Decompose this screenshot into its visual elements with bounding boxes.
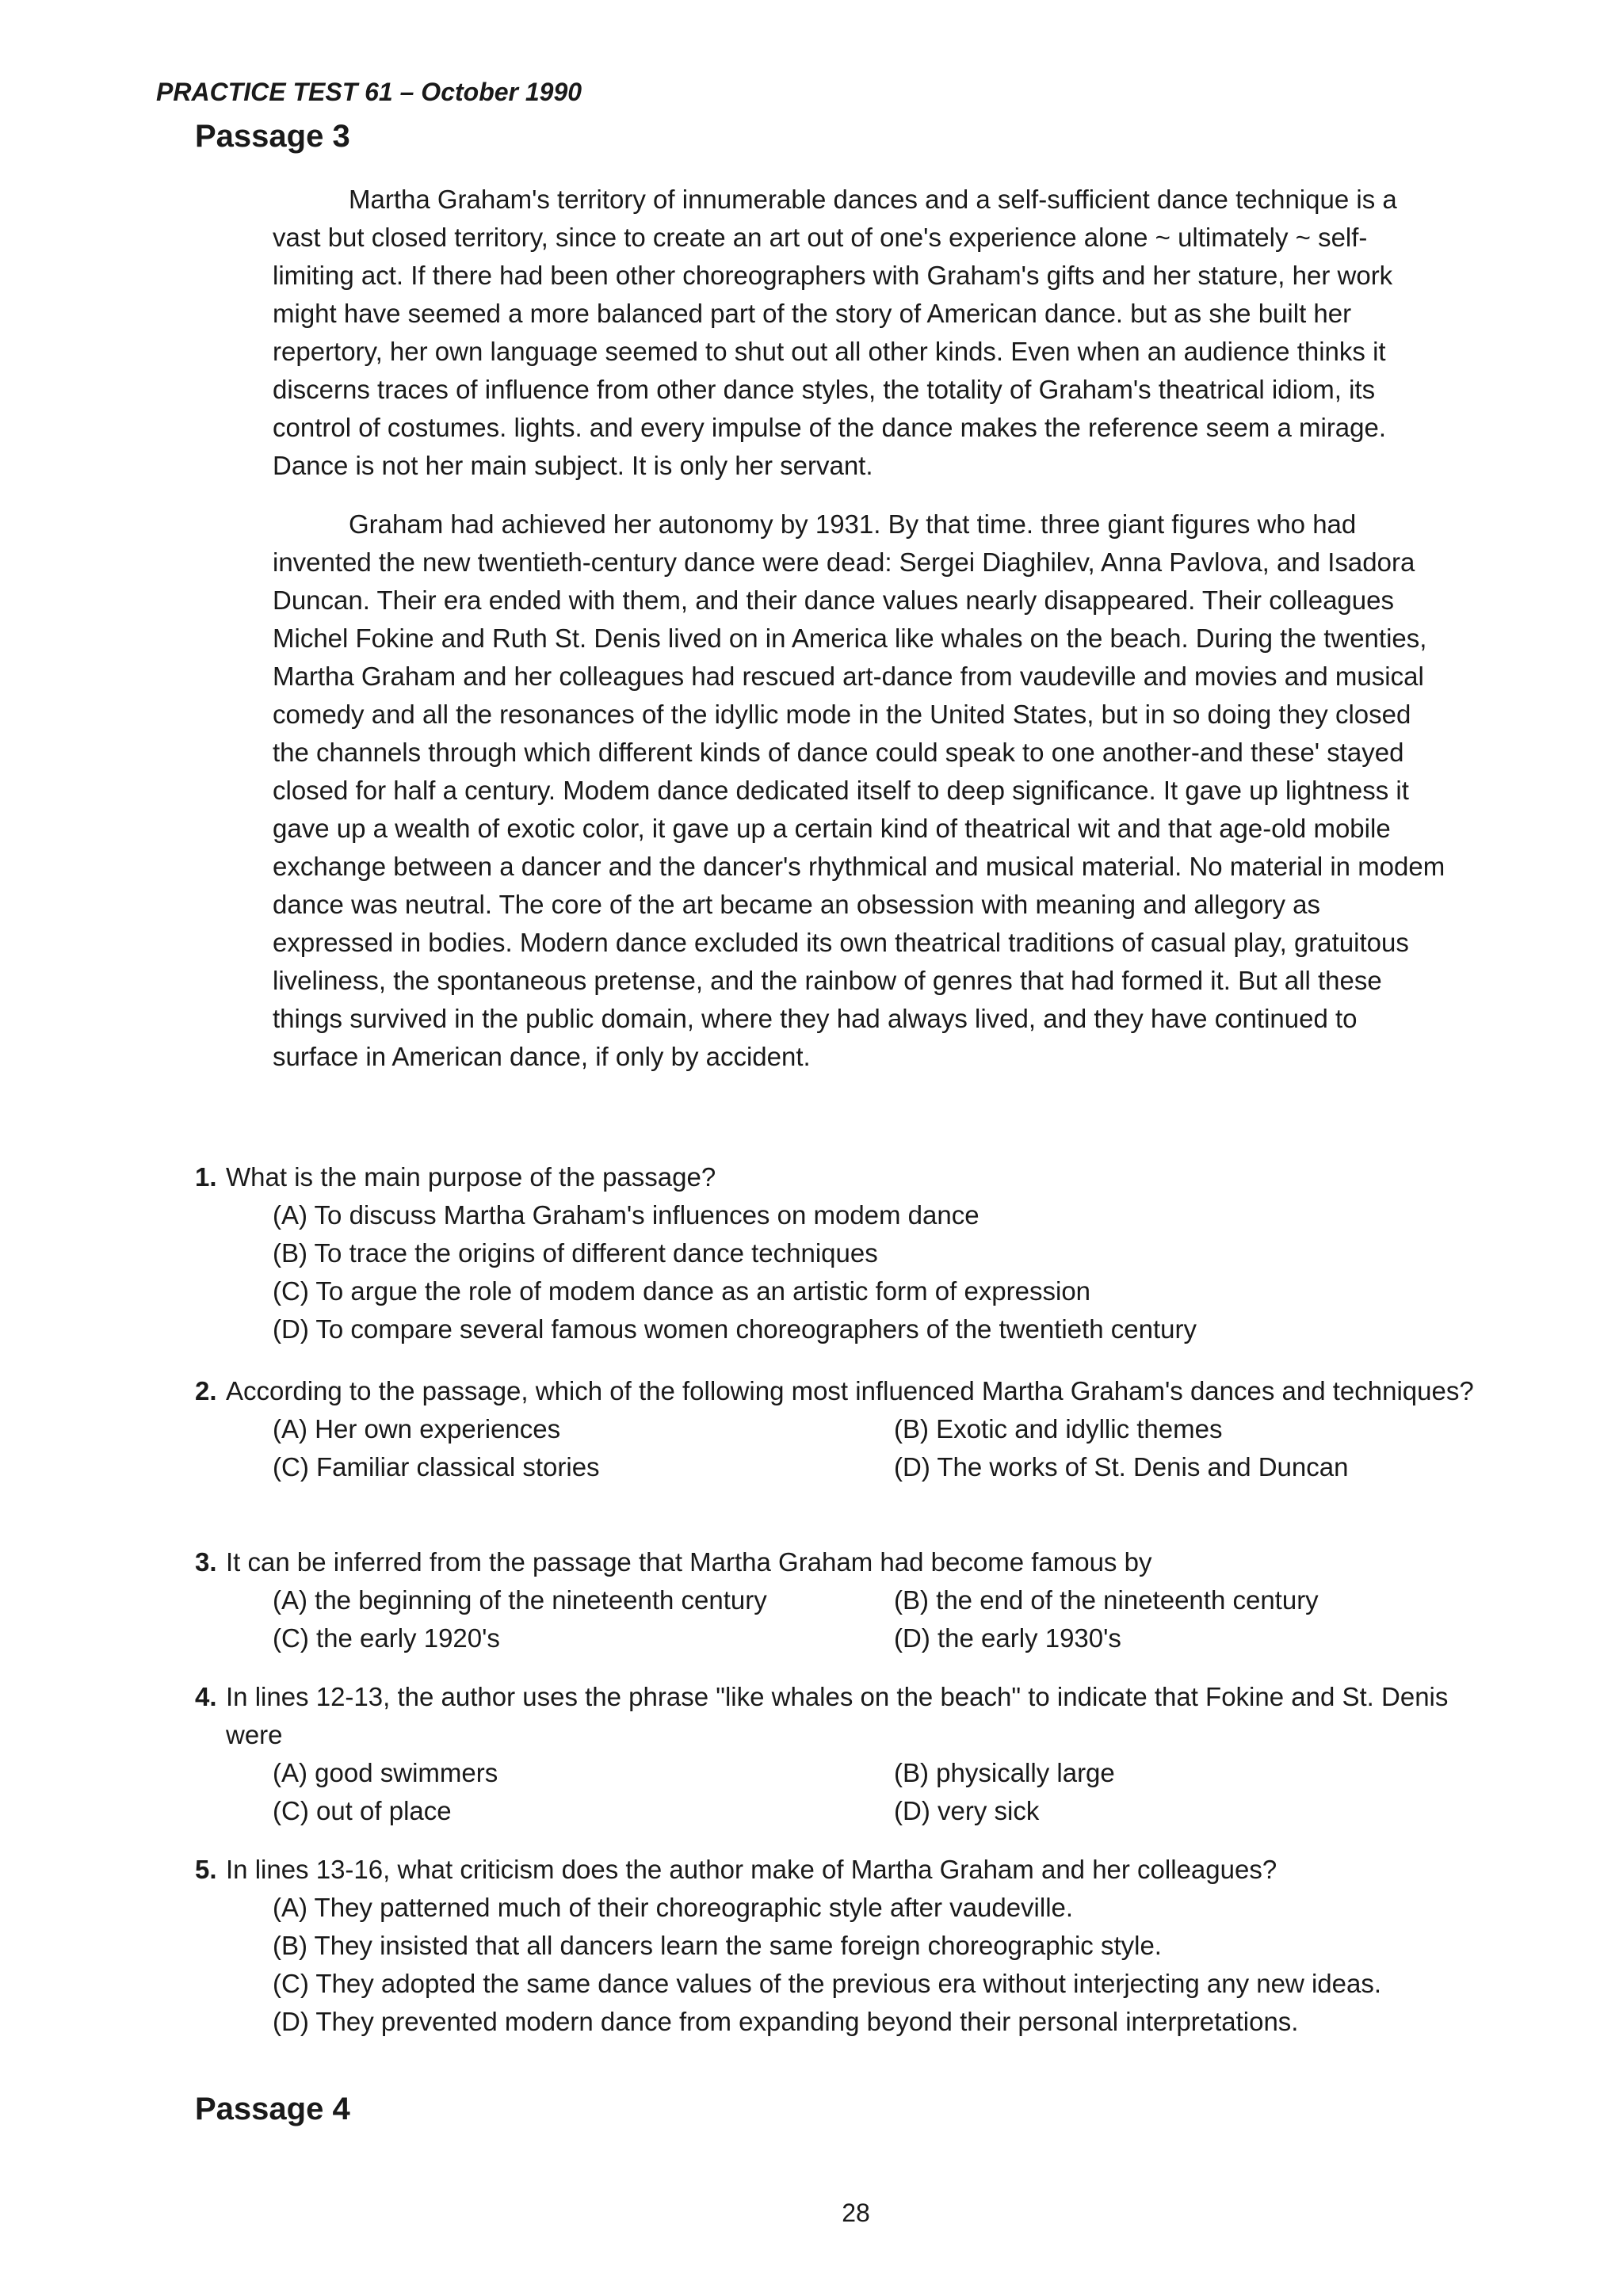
question-number: 3.: [195, 1547, 217, 1577]
answer-option-b: (B) the end of the nineteenth century: [894, 1585, 1319, 1615]
answer-option-b: (B) physically large: [894, 1758, 1115, 1787]
question-number: 4.: [195, 1682, 217, 1711]
answer-option-d: (D) The works of St. Denis and Duncan: [894, 1452, 1349, 1482]
answer-option-d: (D) They prevented modern dance from expanding beyond their personal interpretations.: [273, 2007, 1299, 2036]
question-number: 1.: [195, 1162, 217, 1192]
answer-option-c: (C) They adopted the same dance values of the previous era without interjecting any new ideas.: [273, 1969, 1382, 1998]
answer-option-a: (A) Her own experiences: [273, 1414, 561, 1444]
question-number: 5.: [195, 1855, 217, 1884]
answer-option-c: (C) To argue the role of modem dance as an artistic form of expression: [273, 1276, 1091, 1306]
question-5: [195, 1851, 1510, 2041]
passage-paragraph: Graham had achieved her autonomy by 1931. By that time. three giant figures who had invented the new twentieth-century dance were dead: Sergei Diaghilev, Anna Pavlova, and Isadora Duncan. Their era ended with them, and their dance values nearly disappeared. Their colleagues Michel Fokine and Ruth St. Denis lived on in America like whales on the beach. During the twenties, Martha Graham and her colleagues had rescued art-dance from vaudeville and movies and musical comedy and all the resonances of the idyllic mode in the United States, but in so doing they closed the channels through which different kinds of dance could speak to one another-and these' stayed closed for half a century. Modem dance dedicated itself to deep significance. It gave up lightness it gave up a wealth of exotic color, it gave up a certain kind of theatrical wit and that age-old mobile exchange between a dancer and the dancer's rhythmical and musical material. No material in modem dance was neutral. The core of the art became an obsession with meaning and allegory as expressed in bodies. Modern dance excluded its own theatrical traditions of casual play, gratuitous liveliness, the spontaneous pretense, and the rainbow of genres that had formed it. But all these things survived in the public domain, where they had always lived, and they have continued to surface in American dance, if only by accident.: [273, 509, 1445, 1071]
question-3: [195, 1543, 1510, 1657]
page-number: 28: [842, 2199, 870, 2227]
answer-option-a: (A) the beginning of the nineteenth century: [273, 1585, 767, 1615]
answer-option-c: (C) Familiar classical stories: [273, 1452, 600, 1482]
passage-4-title: Passage 4: [195, 2092, 350, 2126]
answer-option-a: (A) They patterned much of their choreographic style after vaudeville.: [273, 1893, 1074, 1922]
answer-option-a: (A) good swimmers: [273, 1758, 498, 1787]
answer-option-b: (B) To trace the origins of different dance techniques: [273, 1238, 878, 1268]
question-stem: In lines 12-13, the author uses the phrase "like whales on the beach" to indicate that Fokine and St. Denis were: [226, 1682, 1449, 1749]
passage-paragraph: Martha Graham's territory of innumerable dances and a self-sufficient dance technique is a vast but closed territory, since to create an art out of one's experience alone ~ ultimately ~ self-limiting act. If there had been other choreographers with Graham's gifts and her stature, her work might have seemed a more balanced part of the story of American dance. but as she built her repertory, her own language seemed to shut out all other kinds. Even when an audience thinks it discerns traces of influence from other dance styles, the totality of Graham's theatrical idiom, its control of costumes. lights. and every impulse of the dance makes the reference seem a mirage. Dance is not her main subject. It is only her servant.: [273, 185, 1397, 480]
page-header: PRACTICE TEST 61 – October 1990: [156, 78, 582, 106]
question-number: 2.: [195, 1376, 217, 1405]
question-stem: It can be inferred from the passage that Martha Graham had become famous by: [226, 1547, 1152, 1577]
answer-option-c: (C) the early 1920's: [273, 1623, 500, 1653]
question-4: [195, 1678, 1510, 1830]
answer-option-b: (B) Exotic and idyllic themes: [894, 1414, 1223, 1444]
question-1: [195, 1158, 1510, 1348]
passage-3-title: Passage 3: [195, 119, 350, 154]
answer-option-c: (C) out of place: [273, 1796, 452, 1825]
question-2: [195, 1372, 1510, 1486]
answer-option-b: (B) They insisted that all dancers learn the same foreign choreographic style.: [273, 1931, 1162, 1960]
question-stem: According to the passage, which of the following most influenced Martha Graham's dances and techniques?: [226, 1376, 1474, 1405]
question-stem: What is the main purpose of the passage?: [226, 1162, 716, 1192]
answer-option-d: (D) the early 1930's: [894, 1623, 1121, 1653]
answer-option-d: (D) To compare several famous women choreographers of the twentieth century: [273, 1314, 1197, 1344]
question-stem: In lines 13-16, what criticism does the author make of Martha Graham and her colleagues?: [226, 1855, 1277, 1884]
answer-option-a: (A) To discuss Martha Graham's influences on modem dance: [273, 1200, 980, 1230]
answer-option-d: (D) very sick: [894, 1796, 1040, 1825]
